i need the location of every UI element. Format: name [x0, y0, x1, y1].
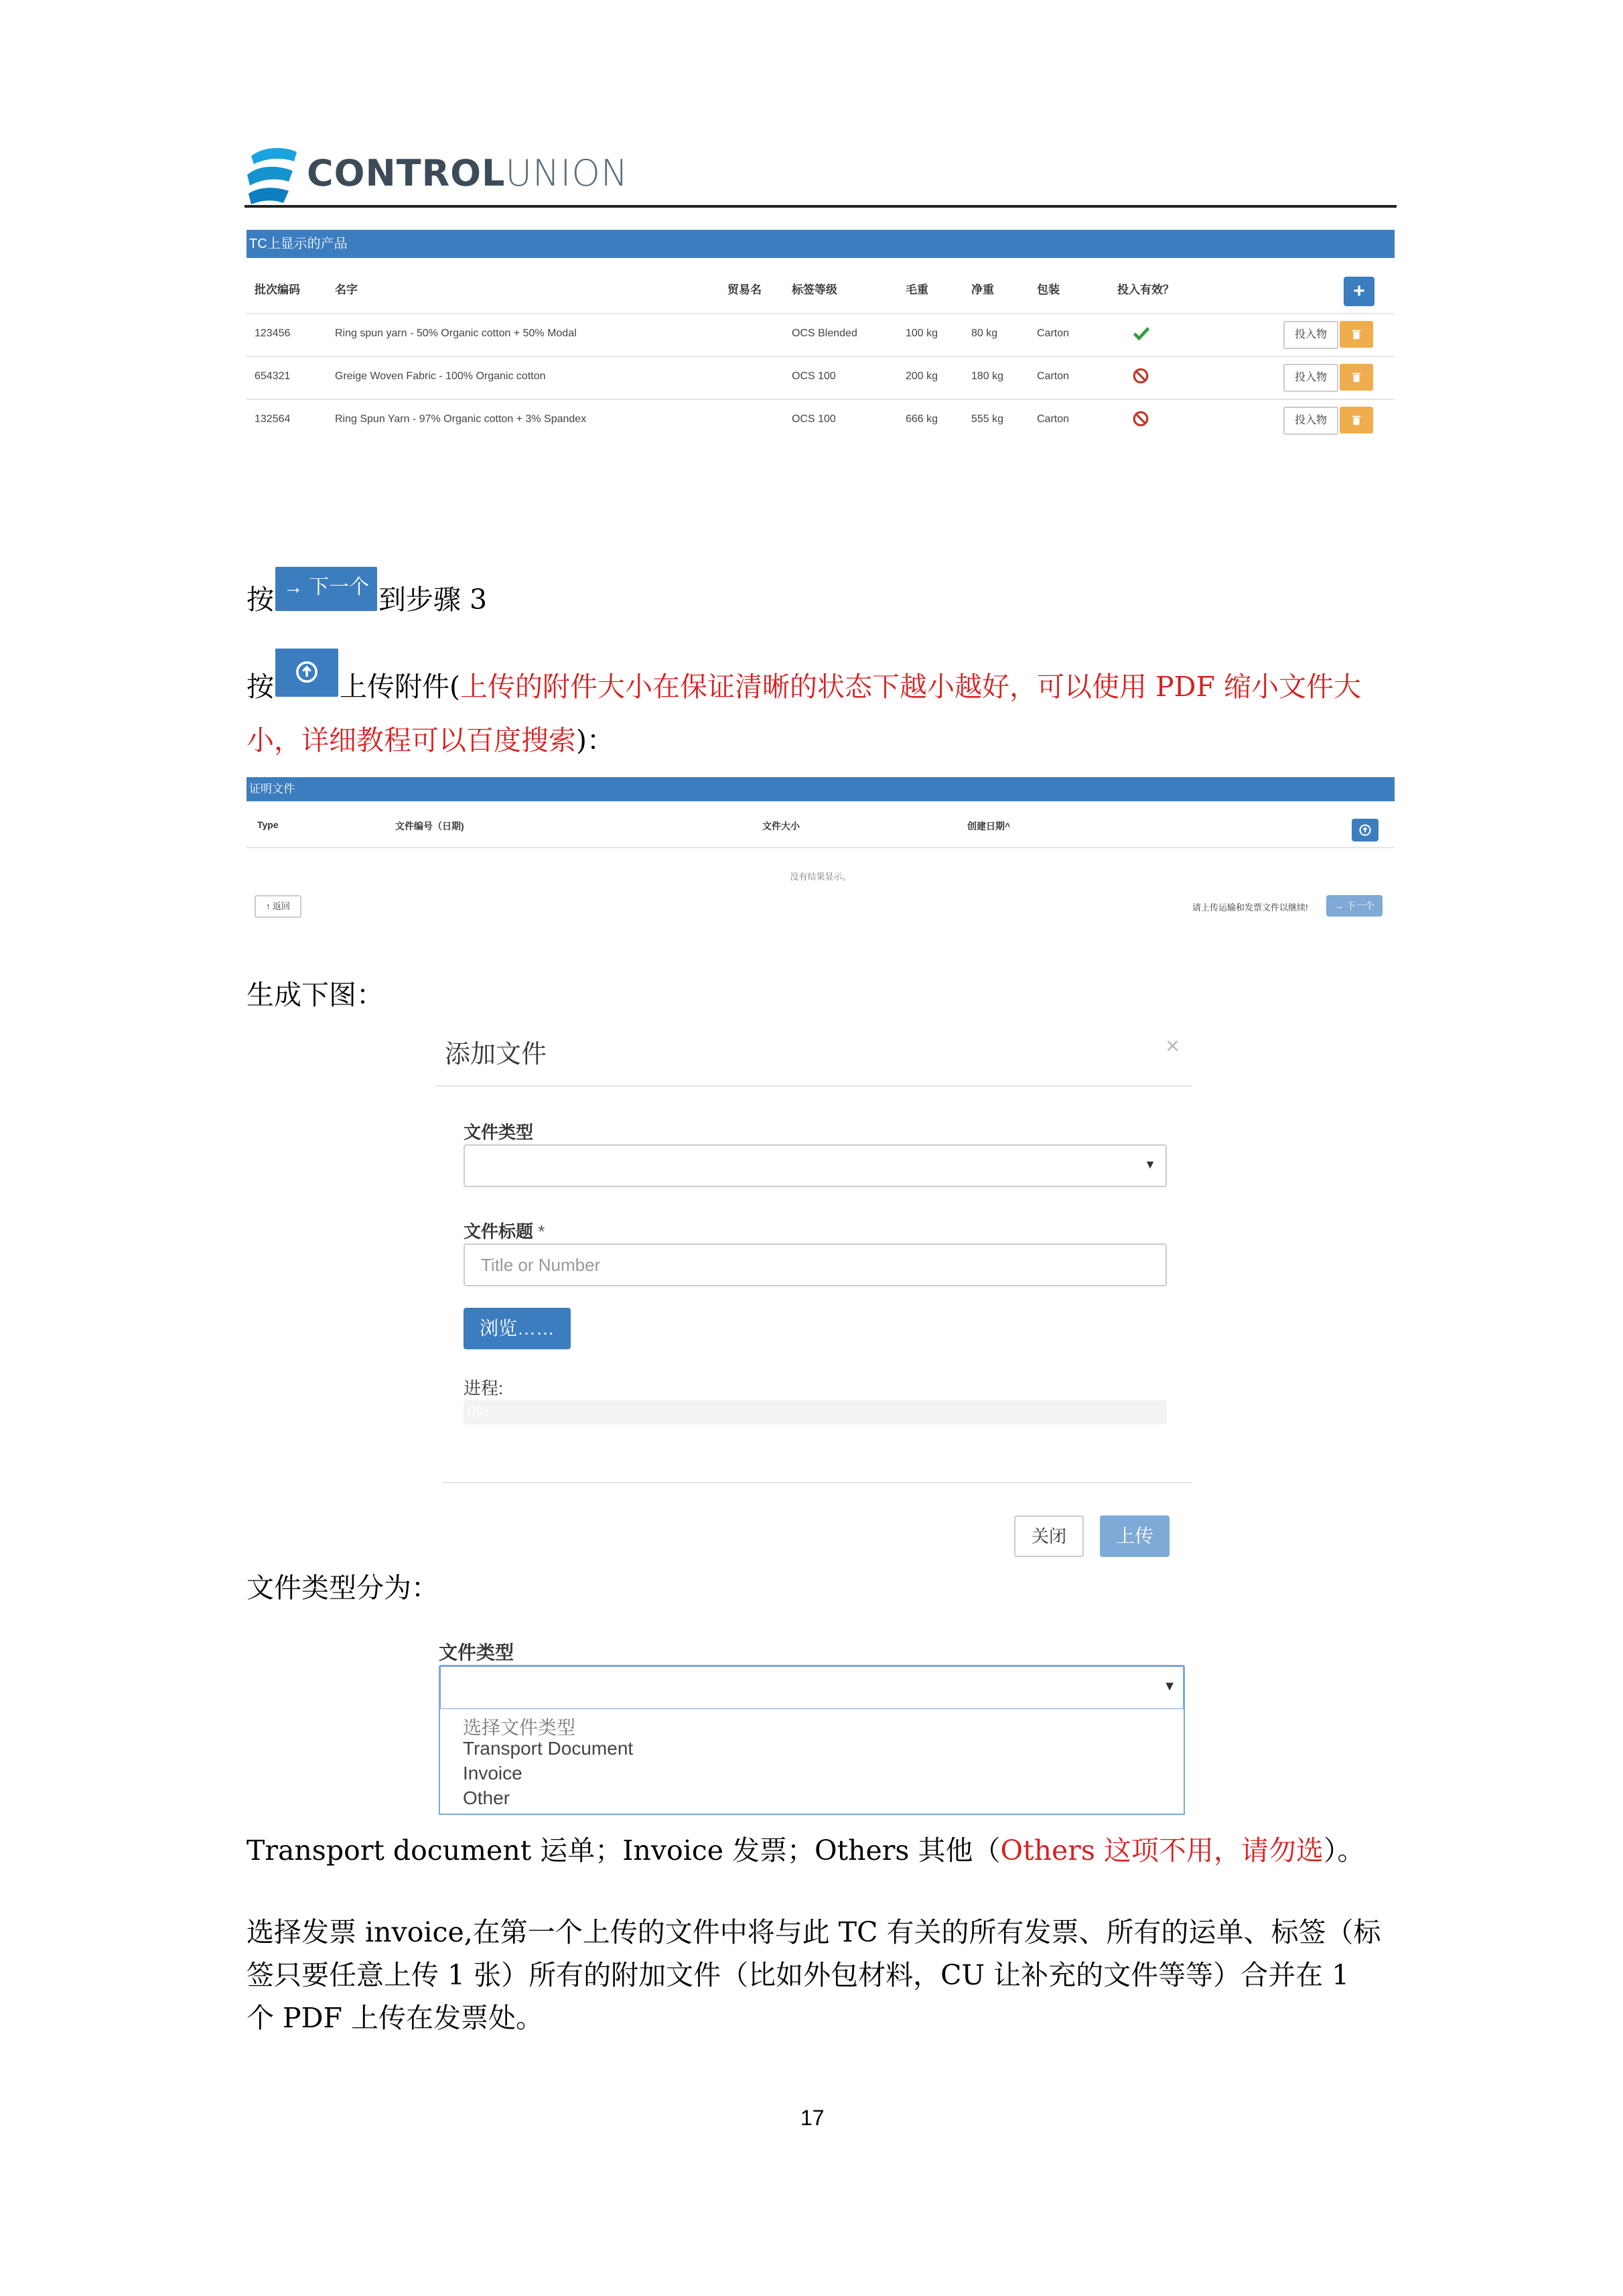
- ban-icon: [1132, 410, 1149, 427]
- col-name: 名字: [335, 283, 358, 296]
- input-material-button[interactable]: 投入物: [1283, 321, 1338, 349]
- next-button[interactable]: → 下一个: [1326, 895, 1383, 917]
- col-batch: 批次编码: [255, 283, 300, 296]
- add-product-button[interactable]: +: [1344, 277, 1374, 306]
- file-types-caption: 文件类型分为：: [246, 1572, 439, 1604]
- trash-icon: [1350, 328, 1362, 340]
- table-row: 132564 Ring Spun Yarn - 97% Organic cotton + 3% Spandex OCS 100 666 kg 555 kg Carton 投入物: [246, 400, 1395, 437]
- trash-icon: [1350, 414, 1362, 426]
- col-valid: 投入有效？: [1117, 283, 1174, 296]
- chevron-down-icon: ▼: [1144, 1158, 1156, 1171]
- option-placeholder[interactable]: 选择文件类型: [463, 1717, 576, 1738]
- invoice-paragraph: 选择发票 invoice,在第一个上传的文件中将与此 TC 有关的所有发票、所有的运单、标签（标 签只要任意上传 1 张）所有的附加文件（比如外包材料，CU 让补充的文件等等）合并在 1 个 PDF 上传在发票处。: [246, 1916, 1381, 2034]
- title-input[interactable]: Title or Number: [464, 1243, 1167, 1286]
- logo-wordmark: CONTROLUNION: [307, 152, 629, 194]
- chevron-down-icon: ▼: [1163, 1679, 1176, 1694]
- dropdown-options: [439, 1709, 1185, 1815]
- table-row: 123456 Ring spun yarn - 50% Organic cotton + 50% Modal OCS Blended 100 kg 80 kg Carton 投入物: [246, 314, 1395, 356]
- add-file-modal: 添加文件 × 文件类型 ▼ 文件标题 * Title or Number 浏览…… 进程: 0% 关闭 上传: [435, 1018, 1192, 1554]
- modal-title: 添加文件: [445, 1040, 547, 1069]
- input-material-button[interactable]: 投入物: [1283, 407, 1338, 435]
- logo-swoosh-icon: [244, 144, 298, 206]
- types-explanation: Transport document 运单；Invoice 发票；Others 其他（Others 这项不用，请勿选）。: [246, 1834, 1365, 1867]
- file-type-select[interactable]: [464, 1144, 1167, 1187]
- step-instruction-suffix: 到步骤 3: [378, 584, 488, 616]
- col-trade: 贸易名: [727, 283, 762, 296]
- header-rule: [244, 205, 1397, 208]
- upload-hint: 请上传运输和发票文件以继续!: [1192, 902, 1308, 913]
- delete-row-button[interactable]: [1340, 364, 1373, 391]
- option-invoice[interactable]: Invoice: [463, 1763, 522, 1783]
- next-step-button-image: → 下一个: [275, 567, 377, 611]
- trash-icon: [1350, 371, 1362, 383]
- progress-bar: 0%: [464, 1400, 1167, 1424]
- check-icon: [1132, 324, 1151, 343]
- panel-title: 证明文件: [246, 777, 1395, 801]
- supporting-docs-panel: 证明文件 Type 文件编号（日期) 文件大小 创建日期^ 没有结果显示。 ↑ 返回 请上传运输和发票文件以继续! → 下一个: [246, 777, 1395, 925]
- col-label: 标签等级: [792, 283, 837, 296]
- option-other[interactable]: Other: [463, 1787, 510, 1808]
- add-document-button[interactable]: [1352, 819, 1379, 841]
- generated-caption: 生成下图：: [246, 979, 384, 1011]
- input-material-button[interactable]: 投入物: [1283, 364, 1338, 392]
- close-icon[interactable]: ×: [1166, 1032, 1180, 1059]
- upload-button-image: [275, 649, 338, 697]
- close-button[interactable]: 关闭: [1014, 1515, 1084, 1557]
- table-row: 654321 Greige Woven Fabric - 100% Organic cotton OCS 100 200 kg 180 kg Carton 投入物: [246, 357, 1395, 399]
- upload-circle-icon: [295, 661, 318, 683]
- page-number: 17: [800, 2106, 825, 2130]
- panel-title: TC上显示的产品: [246, 230, 1395, 258]
- control-union-logo: [244, 144, 1397, 208]
- upload-prefix: 按: [246, 671, 274, 703]
- upload-instruction: 上传附件(上传的附件大小在保证清晰的状态下越小越好，可以使用 PDF 缩小文件大: [340, 671, 1361, 703]
- col-gross: 毛重: [906, 283, 928, 296]
- upload-button[interactable]: 上传: [1100, 1515, 1170, 1557]
- file-type-dropdown: 文件类型 ▼ 选择文件类型 Transport Document Invoice Other: [439, 1638, 1189, 1819]
- ban-icon: [1132, 367, 1149, 385]
- step-instruction: 按: [246, 584, 274, 616]
- file-type-select-open[interactable]: [439, 1665, 1185, 1710]
- tc-products-panel: [246, 230, 1395, 437]
- empty-message: 没有结果显示。: [790, 872, 851, 882]
- upload-instruction-line2: 小，详细教程可以百度搜索)：: [246, 724, 614, 756]
- col-pack: 包装: [1037, 283, 1060, 296]
- delete-row-button[interactable]: [1340, 321, 1373, 348]
- option-transport-document[interactable]: Transport Document: [463, 1738, 634, 1759]
- back-button[interactable]: ↑ 返回: [255, 895, 301, 918]
- browse-button[interactable]: 浏览……: [464, 1308, 571, 1349]
- delete-row-button[interactable]: [1340, 407, 1373, 433]
- col-net: 净重: [971, 283, 994, 296]
- progress-label: 进程:: [464, 1378, 504, 1398]
- upload-circle-icon: [1358, 823, 1372, 837]
